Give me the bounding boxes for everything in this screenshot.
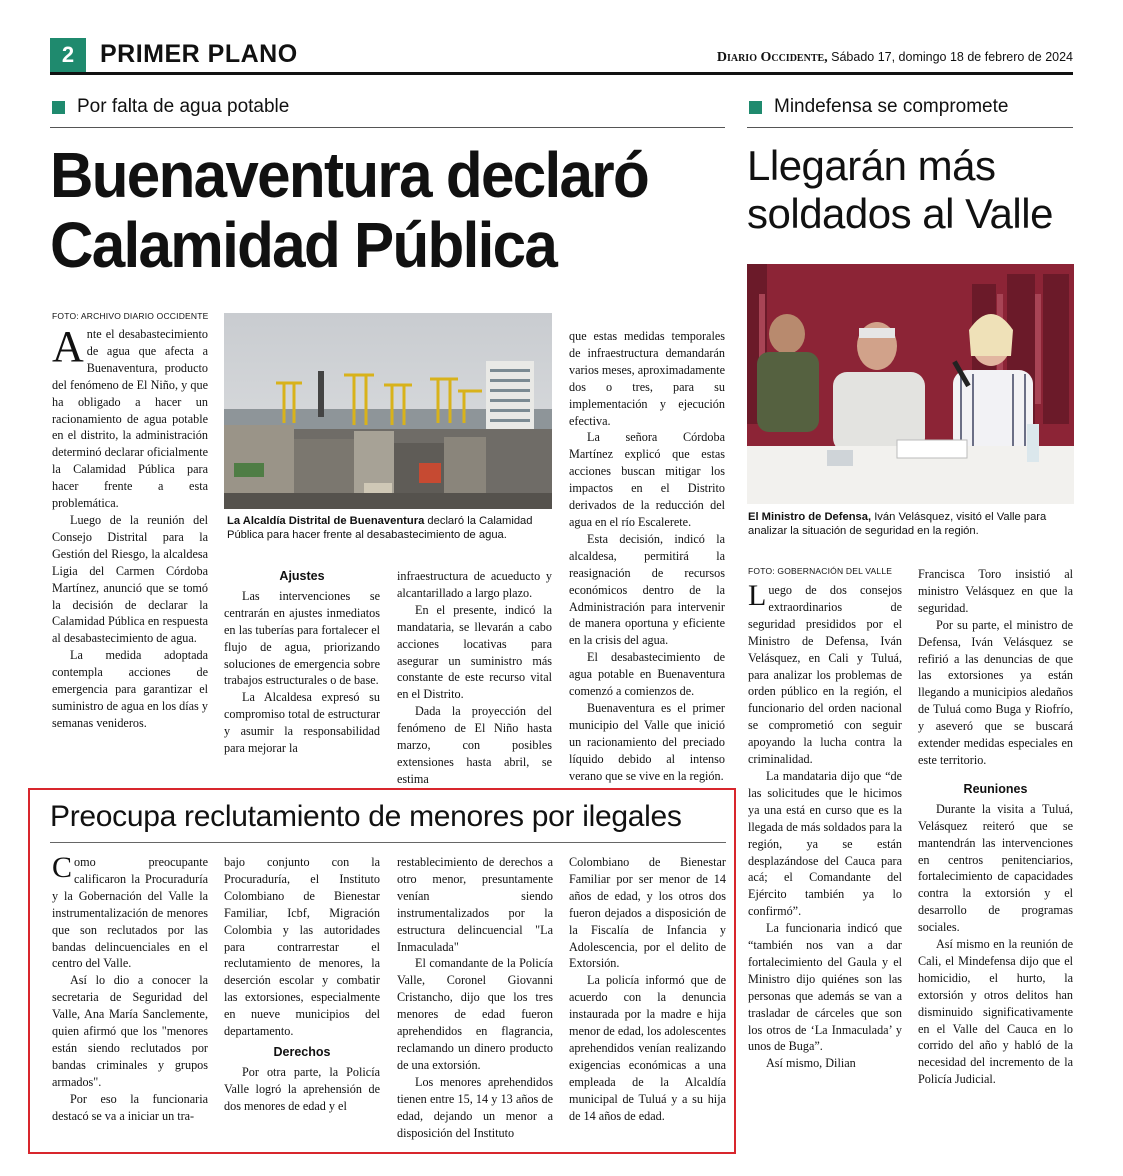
green-square-icon xyxy=(749,101,762,114)
left-col-2 xyxy=(224,564,380,757)
right-kicker-text: Mindefensa se compromete xyxy=(774,96,1009,117)
paragraph: El comandante de la Policía Valle, Coronel Giovanni Cristancho, dijo que los tres menores de edad fueron aprehendidos en flagrancia, reclamando un dinero producto de una extorsión. xyxy=(397,956,553,1072)
paragraph: Colombiano de Bienestar Familiar por ser menor de 14 años de edad, y los otros dos fueron dejados a disposición de la Fiscalía de Infancia y Adolescencia, por el delito de Extorsión. xyxy=(569,855,726,971)
box-headline-rule xyxy=(50,842,726,843)
paragraph: Por otra parte, la Policía Valle logró la aprehensión de dos menores de edad y el xyxy=(224,1064,380,1113)
paragraph: Los menores aprehendidos tienen entre 15, 14 y 13 años de edad, dejando un menor a disposición del Instituto xyxy=(397,1074,553,1140)
issue-date: Sábado 17, domingo 18 de febrero de 2024 xyxy=(831,50,1073,64)
paragraph: Así mismo, Dilian xyxy=(766,1056,856,1071)
caption-bold: El Ministro de Defensa, xyxy=(748,511,872,523)
left-col-4 xyxy=(569,328,725,784)
drop-cap: C xyxy=(52,851,73,884)
left-kicker xyxy=(52,96,289,118)
left-photo-caption xyxy=(227,514,553,542)
paragraph: La medida adoptada contempla acciones de emergencia para garantizar el suministro de agua en los días y semanas venideros. xyxy=(52,648,208,730)
page-number: 2 xyxy=(50,38,86,72)
box-col-3 xyxy=(397,854,553,1141)
paragraph: Así mismo en la reunión de Cali, el Mindefensa dijo que el homicidio, el hurto, la extorsión y otros delitos han disminuido significativamente en el Valle del Cauca en lo corrido del año y habló de la necesidad del incremento de la Policía Judicial. xyxy=(918,937,1073,1087)
paragraph: El desabastecimiento de agua potable en Buenaventura comenzó a comienzos de. xyxy=(569,650,725,699)
paragraph: Buenaventura es el primer municipio del Valle que inició un racionamiento del preciado líquido debido al intenso verano que se vive en la región. xyxy=(569,700,725,783)
paragraph: Así lo dio a conocer la secretaria de Seguridad del Valle, Ana María Sanclemente, quien afirmó que los "menores están siendo reclutados por bandas criminales y grupos armados". xyxy=(52,973,208,1089)
section-title: PRIMER PLANO xyxy=(100,40,298,68)
drop-cap: A xyxy=(52,322,84,371)
minister-meeting-photo xyxy=(747,264,1074,504)
paragraph: Las intervenciones se centrarán en ajustes inmediatos en las tuberías para fortalecer el flujo de agua, priorizando soluciones de emergencia sobre trabajos estructurales o de base. xyxy=(224,588,380,688)
paragraph: Durante la visita a Tuluá, Velásquez reiteró que se mantendrán las intervenciones en centros penitenciarios, fortalecimiento de capacidades contra la extorsión y el desarrollo de programas sociales. xyxy=(918,801,1073,935)
paragraph: bajo conjunto con la Procuraduría, el Instituto Colombiano de Bienestar Familiar, Icbf, Migración Colombia y las autoridades para contrarrestar el reclutamiento de menores, la deserción escolar y combatir las extorsiones, especialmente en nueve municipios del departamento. xyxy=(224,855,380,1039)
paragraph: nte el desabastecimiento de agua que afecta a Buenaventura, producto del fenómeno de El Niño, y que ha obligado a hacer un racionamiento de agua potable en el distrito, la administración determinó declarar oficialmente la Calamidad Pública para hacer frente a esta problemática. xyxy=(52,327,208,511)
paragraph: restablecimiento de derechos a otro menor, presuntamente venían siendo instrumentalizados por la estructura delincuencial "La Inmaculada" xyxy=(397,855,553,954)
box-col-1 xyxy=(52,851,208,1125)
paragraph: Por eso la funcionaria destacó se va a iniciar un tra- xyxy=(52,1091,208,1123)
left-headline: Buenaventura declaró Calamidad Pública xyxy=(50,139,649,281)
paragraph: Por su parte, el ministro de Defensa, Iván Velásquez se refirió a las denuncias de que las extorsiones ya están llegando a municipios aledaños de Tuluá como Buga y Riofrío, y aseveró que se buscará extender medidas especiales en este territorio. xyxy=(918,617,1073,767)
paragraph: La funcionaria indicó que “también nos van a dar fortalecimiento del Gaula y el Ministro dijo quiénes son las personas que además se van a trasladar de cárceles que son los otros de ‘La Inmaculada’ y unos de Buga”. xyxy=(748,921,902,1054)
box-headline: Preocupa reclutamiento de menores por ilegales xyxy=(50,800,682,833)
box-col-2 xyxy=(224,854,380,1115)
paragraph: La Alcaldesa expresó su compromiso total de estructurar y asumir la responsabilidad para mejorar la xyxy=(224,690,380,756)
paper-name: Diario Occidente, xyxy=(716,50,828,65)
right-photo-caption xyxy=(748,510,1074,538)
paragraph: Dada la proyección del fenómeno de El Niño hasta marzo, con posibles extensiones hasta abril, se estima xyxy=(397,704,552,786)
paragraph: Francisca Toro insistió al ministro Velásquez en que la seguridad. xyxy=(918,567,1073,615)
right-col-1 xyxy=(748,579,902,1072)
subhead-reuniones: Reuniones xyxy=(963,781,1028,796)
paragraph: Luego de la reunión del Consejo Distrital para la Gestión del Riesgo, la alcaldesa Ligia del Carmen Córdoba Martínez, anunció que se tomó la decisión de declarar la Calamidad Pública en respuesta al desabastecimiento de agua. xyxy=(52,512,208,646)
paragraph: omo preocupante calificaron la Procuraduría y la Gobernación del Valle la instrumentalización de menores que son reclutados por las bandas delincuenciales en el centro del Valle. xyxy=(52,855,208,971)
left-col-3 xyxy=(397,568,552,788)
left-kicker-rule xyxy=(50,127,725,128)
right-headline: Llegarán más soldados al Valle xyxy=(747,142,1053,237)
drop-cap: L xyxy=(748,579,767,612)
masthead-date xyxy=(717,50,1073,66)
box-col-4 xyxy=(569,854,726,1125)
right-kicker-rule xyxy=(747,127,1073,128)
caption-text: Iván Velásquez, visitó el Valle para analizar la situación de seguridad en la región. xyxy=(748,511,1047,537)
paragraph: La policía informó que de acuerdo con la denuncia instaurada por la madre e hija menor de edad, los adolescentes aprehendidos venían realizando exigencias económicas a una empleada de la Alcaldía municipal de Tuluá y a su hija de 14 años de edad. xyxy=(569,973,726,1123)
right-col-2 xyxy=(918,566,1073,1088)
caption-text: declaró la Calamidad Pública para hacer frente al desabastecimiento de agua. xyxy=(227,515,533,541)
green-square-icon xyxy=(52,101,65,114)
paragraph: En el presente, indicó la mandataria, se llevarán a cabo acciones locativas para asegurar un suministro más constante de este recurso vital en el Distrito. xyxy=(397,602,552,702)
buenaventura-port-photo xyxy=(224,313,552,509)
paragraph: La señora Córdoba Martínez explicó que estas acciones buscan mitigar los impactos en el Distrito derivados de la reducción del agua en el río Escalerete. xyxy=(569,430,725,529)
left-photo-credit: FOTO: ARCHIVO DIARIO OCCIDENTE xyxy=(52,311,209,321)
subhead-derechos: Derechos xyxy=(273,1044,331,1059)
paragraph: La mandataria dijo que “de las solicitudes que le hicimos ya una está en curso que es la llegada de más soldados para la región, ya se están desplazándose del Cauca para acá; el Comandante del Ejército también ya lo confirmó”. xyxy=(748,768,902,919)
left-kicker-text: Por falta de agua potable xyxy=(77,96,290,117)
paragraph: que estas medidas temporales de infraestructura demandarán varios meses, aproximadamente dos o tres, para su implementación y ejecución efectiva. xyxy=(569,329,726,428)
caption-bold: La Alcaldía Distrital de Buenaventura xyxy=(227,515,425,527)
left-col-1 xyxy=(52,322,208,732)
subhead-ajustes: Ajustes xyxy=(279,569,325,583)
paragraph: infraestructura de acueducto y alcantarillado a largo plazo. xyxy=(397,569,552,600)
right-photo-credit: FOTO: GOBERNACIÓN DEL VALLE xyxy=(748,566,893,576)
right-kicker xyxy=(749,96,1008,118)
paragraph: Esta decisión, indicó la alcaldesa, permitirá la reasignación de recursos económicos dentro de la Administración para intervenir de manera oportuna y eficiente en la crisis del agua. xyxy=(569,531,725,648)
paragraph: uego de dos consejos extraordinarios de seguridad presididos por el Ministro de Defensa, Iván Velásquez, en Cali y Tuluá, para analizar los problemas de orden público en la región, el funcionario del orden nacional se comprometió con seguir apoyando la lucha contra la criminalidad. xyxy=(748,583,902,767)
header-rule xyxy=(50,72,1073,75)
